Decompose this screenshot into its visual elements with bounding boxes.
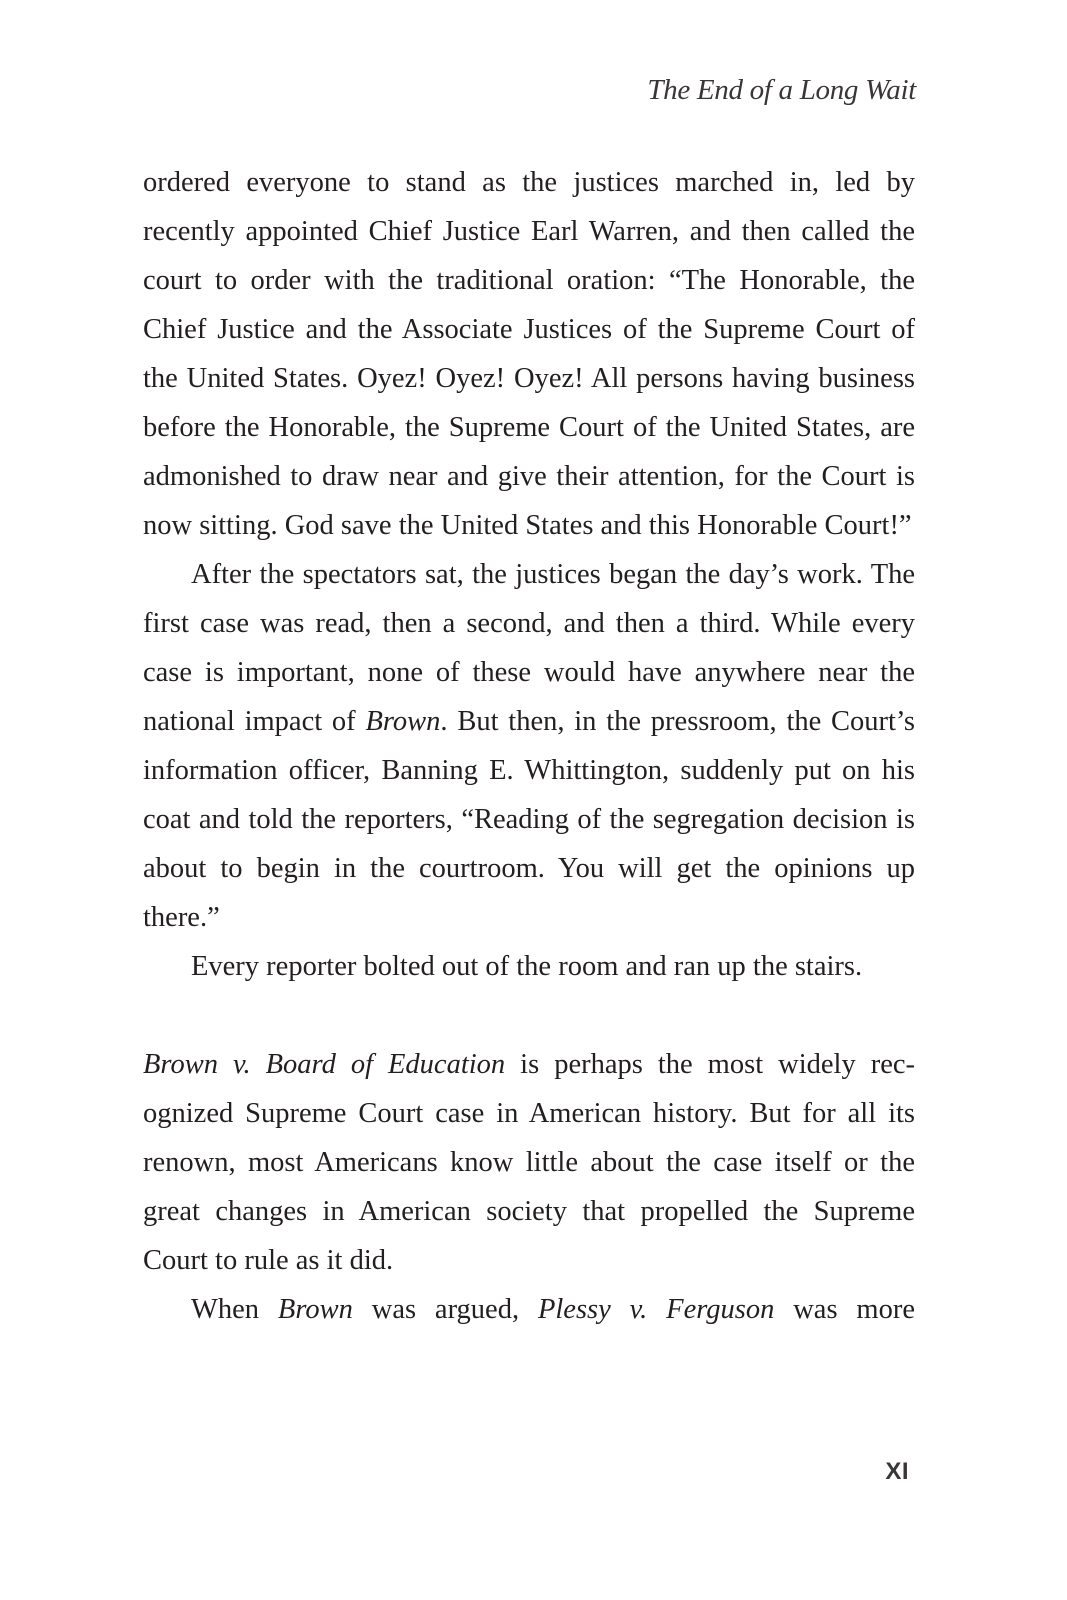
- section-break: [143, 991, 915, 1040]
- italic-text: Brown v. Board of Education: [143, 1049, 506, 1080]
- paragraph-work-begins: [143, 550, 915, 942]
- body-text: [143, 158, 915, 1334]
- paragraph-when-argued: [143, 1285, 915, 1334]
- italic-text: Plessy v. Ferguson: [537, 1294, 775, 1325]
- text-segment: was argued,: [352, 1294, 538, 1325]
- italic-text: Brown: [365, 706, 441, 737]
- text-segment: was more: [774, 1294, 915, 1325]
- text-segment: ordered everyone to stand as the justices marched in, led by recently appointed Chief Justice Earl Warren, and then called the court to order with the traditional oration: “The Honorable, the Chief Justice and the Associate Justices of the Supreme Court of the United States. Oyez! Oyez! Oyez! All persons having business before the Honorable, the Supreme Court of the United States, are admonished to draw near and give their attention, for the Court is now sitting. God save the United States and this Honorable Court!”: [143, 167, 915, 541]
- text-segment: . But then, in the pressroom, the Court’s information officer, Banning E. Whittington, suddenly put on his coat and told the reporters, “Reading of the segregation decision is about to begin in the courtroom. You will get the opinions up there.”: [143, 706, 915, 933]
- paragraph-brown-recognition: [143, 1040, 915, 1285]
- paragraph-opening: [143, 158, 915, 550]
- text-segment: is perhaps the most widely recognized Supreme Court case in American history. But for all its renown, most Americans know little about the case itself or the great changes in American society that propelled the Supreme Court to rule as it did.: [143, 1049, 915, 1276]
- italic-text: Brown: [277, 1294, 353, 1325]
- running-header: The End of a Long Wait: [647, 74, 916, 106]
- text-segment: Every reporter bolted out of the room and ran up the stairs.: [191, 951, 863, 982]
- text-segment: When: [191, 1294, 278, 1325]
- text-segment: After the spectators sat, the justices began the day’s work. The first case was read, then a second, and then a third. While every case is important, none of these would have anywhere near the national impact of: [143, 559, 915, 737]
- paragraph-reporters-bolt: [143, 942, 915, 991]
- page-number: XI: [885, 1458, 909, 1485]
